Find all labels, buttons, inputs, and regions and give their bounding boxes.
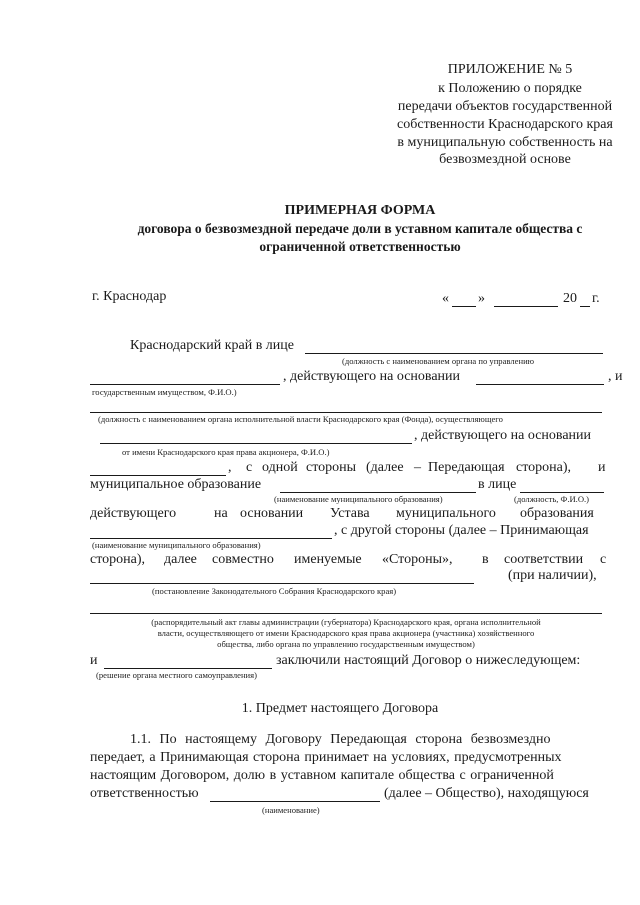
party-line: , действующего на основании [414, 428, 592, 443]
field-note: государственным имуществом, Ф.И.О.) [92, 387, 237, 397]
appendix-line: к Положению о порядке [438, 81, 582, 96]
party-line: сторона), [516, 460, 572, 475]
party-line: одной [262, 460, 298, 475]
section-paragraph: передает, а Принимающая сторона принимает на условиях, предусмотренных [90, 750, 562, 765]
party-line: (далее [366, 460, 404, 475]
appendix-title: ПРИЛОЖЕНИЕ № 5 [447, 62, 573, 77]
fill-line [476, 384, 604, 385]
fill-line [280, 492, 476, 493]
field-note: (распорядительный акт главы администрации (губернатора) Краснодарского края, органа исполнительной [151, 617, 541, 627]
fill-line [90, 583, 474, 584]
party-line: (при наличии), [508, 568, 597, 583]
field-note: власти, осуществляющего от имени Краснодарского края права акционера (участника) хозяйственного [157, 628, 535, 638]
party-line: далее [164, 552, 197, 567]
party-line: – [414, 460, 421, 475]
party-line: , с другой стороны (далее – Принимающая [334, 523, 589, 538]
date-close-quote: » [478, 291, 485, 306]
party-line: сторона), [90, 552, 146, 567]
date-open-quote: « [442, 291, 449, 306]
date-day-line [452, 306, 476, 307]
field-note: общества, либо органа по управлению государственным имуществом) [217, 639, 475, 649]
section-paragraph: (далее – Общество), находящуюся [384, 786, 589, 801]
date-year-line [580, 306, 590, 307]
field-note: (решение органа местного самоуправления) [96, 670, 257, 680]
fill-line [104, 668, 272, 669]
fill-line [100, 443, 412, 444]
section-paragraph: 1.1. По настоящему Договору Передающая сторона безвозмездно [130, 732, 551, 747]
form-subtitle: ограниченной ответственностью [259, 239, 461, 254]
appendix-line: собственности Краснодарского края [397, 117, 613, 132]
party-line: в лице [478, 477, 517, 492]
fill-line [90, 412, 602, 413]
field-note: (должность с наименованием органа по управлению [342, 356, 535, 366]
party-line: муниципальное образование [90, 477, 262, 492]
party-line: «Стороны», [382, 552, 453, 567]
form-subtitle: договора о безвозмездной передаче доли в уставном капитале общества с [137, 221, 583, 236]
party-line: заключили настоящий Договор о нижеследующем: [276, 653, 581, 668]
party-line: и [90, 653, 98, 668]
fill-line [90, 538, 332, 539]
fill-line [90, 384, 280, 385]
party-line: и [598, 460, 606, 475]
appendix-line: передачи объектов государственной [397, 99, 613, 114]
party-line: муниципального [396, 506, 496, 521]
field-note: от имени Краснодарского края права акционера, Ф.И.О.) [122, 447, 330, 457]
party-line: Краснодарский край в лице [130, 338, 294, 353]
fill-line [90, 475, 226, 476]
party-line: совместно [212, 552, 274, 567]
party-line: , [228, 460, 232, 475]
party-line: соответствии [504, 552, 584, 567]
fill-line [90, 613, 602, 614]
party-line: именуемые [294, 552, 362, 567]
date-year: 20 [563, 291, 577, 306]
fill-line [305, 353, 603, 354]
appendix-line: в муниципальную собственность на [397, 135, 613, 150]
party-line: , и [608, 369, 623, 384]
date-suffix: г. [592, 291, 600, 306]
appendix-line: безвозмездной основе [439, 152, 571, 167]
field-note: (наименование муниципального образования) [92, 540, 261, 550]
fill-line [210, 801, 380, 802]
field-note: (наименование) [262, 805, 320, 815]
party-line: , действующего на основании [283, 369, 461, 384]
party-line: основании [240, 506, 304, 521]
party-line: стороны [306, 460, 357, 475]
party-line: с [600, 552, 607, 567]
section-paragraph: настоящим Договором, долю в уставном капитале общества с ограниченной [90, 768, 554, 783]
party-line: образования [520, 506, 594, 521]
field-note: (должность, Ф.И.О.) [514, 494, 590, 504]
party-line: Устава [330, 506, 370, 521]
party-line: с [246, 460, 253, 475]
party-line: в [482, 552, 489, 567]
party-line: на [214, 506, 228, 521]
section-title: 1. Предмет настоящего Договора [241, 701, 439, 716]
field-note: (должность с наименованием органа исполнительной власти Краснодарского края (Фонда), осуществляющего [98, 414, 503, 424]
date-month-line [494, 306, 558, 307]
party-line: Передающая [428, 460, 505, 475]
form-title: ПРИМЕРНАЯ ФОРМА [284, 203, 436, 218]
party-line: действующего [90, 506, 177, 521]
fill-line [520, 492, 604, 493]
field-note: (наименование муниципального образования) [274, 494, 443, 504]
section-paragraph: ответственностью [90, 786, 199, 801]
place: г. Краснодар [92, 289, 167, 304]
field-note: (постановление Законодательного Собрания Краснодарского края) [152, 586, 397, 596]
